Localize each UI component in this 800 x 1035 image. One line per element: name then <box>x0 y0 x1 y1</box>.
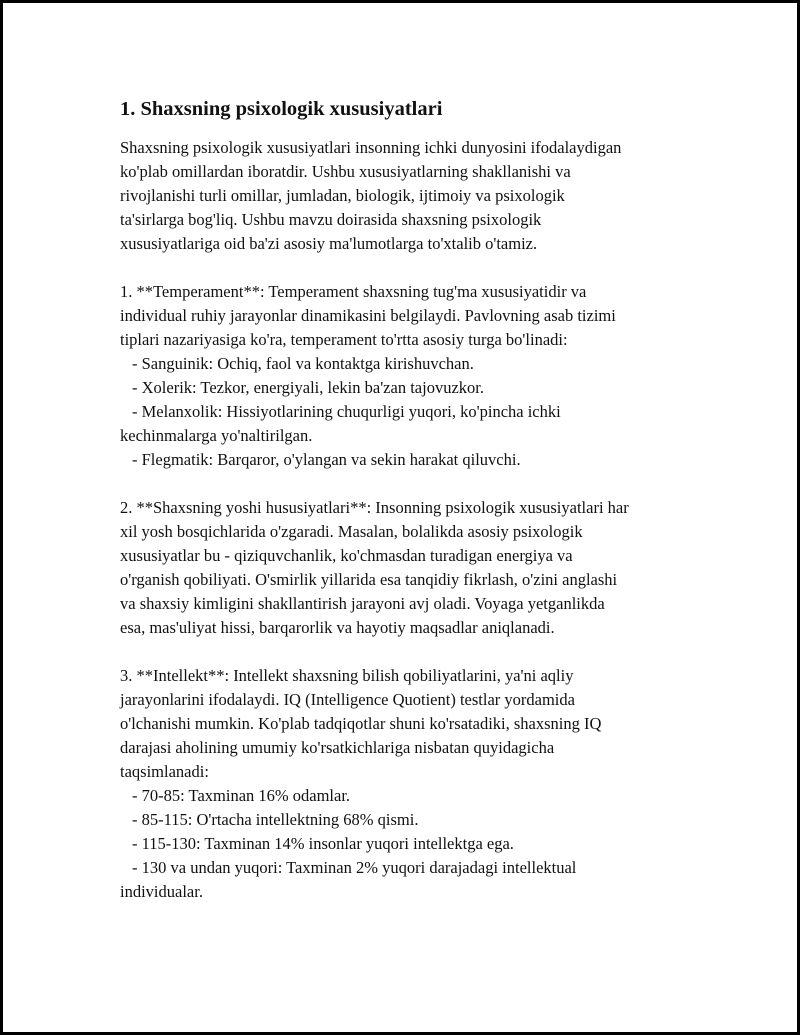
list-item: - Xolerik: Tezkor, energiyali, lekin ba'zan tajovuzkor. <box>132 378 484 397</box>
text-line: o'lchanishi mumkin. Ko'plab tadqiqotlar shuni ko'rsatadiki, shaxsning IQ <box>120 714 602 733</box>
list-item: - Sanguinik: Ochiq, faol va kontaktga kirishuvchan. <box>132 354 474 373</box>
temperament-paragraph <box>120 280 700 472</box>
text-line: xususiyatlar bu - qiziquvchanlik, ko'chmasdan turadigan energiya va <box>120 546 573 565</box>
section-title: 1. Shaxsning psixologik xususiyatlari <box>120 98 443 120</box>
list-item: - 70-85: Taxminan 16% odamlar. <box>132 786 351 805</box>
text-line: individual ruhiy jarayonlar dinamikasini belgilaydi. Pavlovning asab tizimi <box>120 306 616 325</box>
list-item: - Melanxolik: Hissiyotlarining chuqurligi yuqori, ko'pincha ichki <box>132 402 561 421</box>
text-line: o'rganish qobiliyati. O'smirlik yillarida esa tanqidiy fikrlash, o'zini anglashi <box>120 570 618 589</box>
text-line: ko'plab omillardan iboratdir. Ushbu xususiyatlarning shakllanishi va <box>120 162 571 181</box>
text-line: tiplari nazariyasiga ko'ra, temperament to'rtta asosiy turga bo'linadi: <box>120 330 568 349</box>
list-item: - 85-115: O'rtacha intellektning 68% qismi. <box>132 810 419 829</box>
age-features-paragraph <box>120 496 700 640</box>
text-line: 3. **Intellekt**: Intellekt shaxsning bilish qobiliyatlarini, ya'ni aqliy <box>120 666 574 685</box>
text-line: esa, mas'uliyat hissi, barqarorlik va hayotiy maqsadlar aniqlanadi. <box>120 618 555 637</box>
text-line: jarayonlarini ifodalaydi. IQ (Intelligence Quotient) testlar yordamida <box>120 690 575 709</box>
document-content <box>120 95 700 928</box>
text-line: Shaxsning psixologik xususiyatlari insonning ichki dunyosini ifodalaydigan <box>120 138 622 157</box>
list-item: - 130 va undan yuqori: Taxminan 2% yuqori darajadagi intellektual <box>132 858 577 877</box>
text-line: darajasi aholining umumiy ko'rsatkichlariga nisbatan quyidagicha <box>120 738 555 757</box>
intellect-paragraph <box>120 664 700 904</box>
text-line: xil yosh bosqichlarida o'zgaradi. Masalan, bolalikda asosiy psixologik <box>120 522 583 541</box>
text-line: kechinmalarga yo'naltirilgan. <box>120 426 313 445</box>
text-line: 2. **Shaxsning yoshi hususiyatlari**: Insonning psixologik xususiyatlari har <box>120 498 629 517</box>
text-line: taqsimlanadi: <box>120 762 209 781</box>
text-line: ta'sirlarga bog'liq. Ushbu mavzu doirasida shaxsning psixologik <box>120 210 542 229</box>
text-line: xususiyatlariga oid ba'zi asosiy ma'lumotlarga to'xtalib o'tamiz. <box>120 234 538 253</box>
list-item: - 115-130: Taxminan 14% insonlar yuqori intellektga ega. <box>132 834 514 853</box>
text-line: rivojlanishi turli omillar, jumladan, biologik, ijtimoiy va psixologik <box>120 186 565 205</box>
text-line: individualar. <box>120 882 203 901</box>
text-line: va shaxsiy kimligini shakllantirish jarayoni avj oladi. Voyaga yetganlikda <box>120 594 605 613</box>
list-item: - Flegmatik: Barqaror, o'ylangan va sekin harakat qiluvchi. <box>132 450 521 469</box>
text-line: 1. **Temperament**: Temperament shaxsning tug'ma xususiyatidir va <box>120 282 587 301</box>
intro-paragraph <box>120 136 700 256</box>
